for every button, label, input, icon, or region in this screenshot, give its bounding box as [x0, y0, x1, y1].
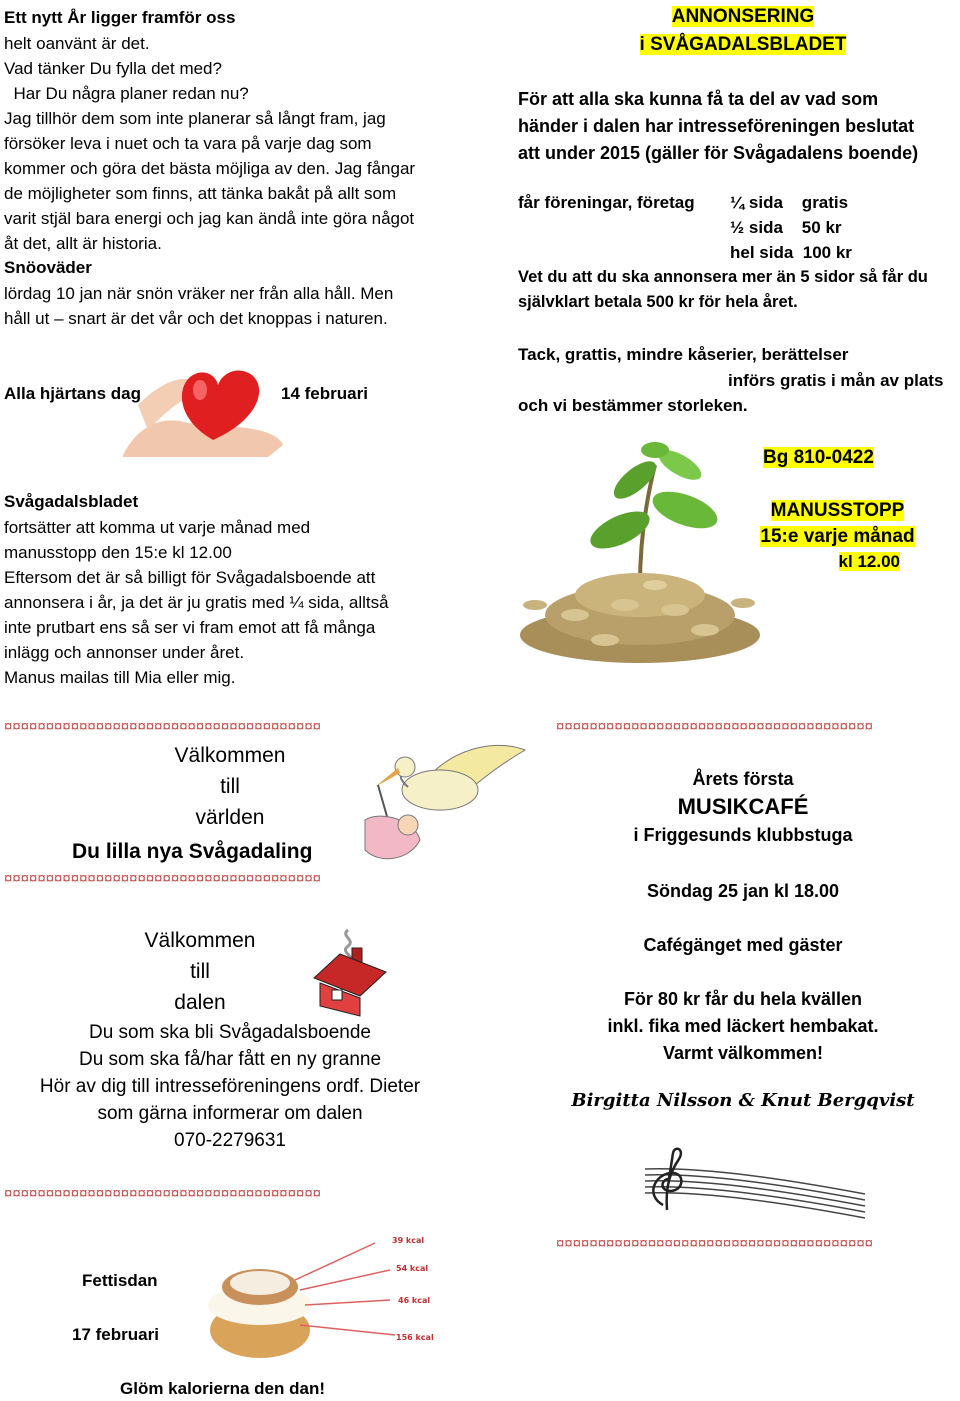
bladet-line: Manus mailas till Mia eller mig. — [4, 668, 236, 687]
snow-line: håll ut – snart är det vår och det knoppas i naturen. — [4, 309, 388, 328]
welcome-valley — [55, 925, 345, 1018]
new-year-line: Vad tänker Du fylla det med? — [4, 59, 222, 78]
ad-title-1: ANNONSERING — [671, 6, 815, 27]
price-line: hel sida 100 kr — [730, 243, 852, 262]
new-year-line: åt det, allt är historia. — [4, 234, 162, 253]
welcome-baby-4: Du lilla nya Svågadaling — [72, 840, 313, 863]
cafe-welcome: Varmt välkommen! — [662, 1043, 824, 1063]
valley-line: som gärna informerar om dalen — [97, 1103, 363, 1124]
deadline-time: kl 12.00 — [838, 552, 900, 571]
ad-intro-line: att under 2015 (gäller för Svågadalens boende) — [518, 143, 919, 163]
stork-image — [320, 735, 530, 870]
cafe-first: Årets första — [692, 769, 794, 789]
ornament-row: ¤¤¤¤¤¤¤¤¤¤¤¤¤¤¤¤¤¤¤¤¤¤¤¤¤¤¤¤¤¤¤¤¤¤¤¤¤¤ — [556, 718, 874, 735]
ad-more-line: självklart betala 500 kr för hela året. — [518, 293, 798, 311]
ornament-row: ¤¤¤¤¤¤¤¤¤¤¤¤¤¤¤¤¤¤¤¤¤¤¤¤¤¤¤¤¤¤¤¤¤¤¤¤¤¤ — [556, 1235, 874, 1252]
ornament-row: ¤¤¤¤¤¤¤¤¤¤¤¤¤¤¤¤¤¤¤¤¤¤¤¤¤¤¤¤¤¤¤¤¤¤¤¤¤¤ — [4, 1185, 322, 1202]
bladet-line: manusstopp den 15:e kl 12.00 — [4, 543, 232, 562]
ad-thanks-2: införs gratis i mån av plats — [728, 371, 944, 390]
cafe-signature: Birgitta Nilsson & Knut Bergqvist — [571, 1090, 915, 1111]
welcome-baby-1: Välkommen — [174, 744, 286, 767]
new-year-line: Jag tillhör dem som inte planerar så långt fram, jag — [4, 109, 386, 128]
welcome-valley-3: dalen — [174, 991, 226, 1014]
price-line: ½ sida 50 kr — [730, 218, 842, 237]
ad-title-2: i SVÅGADALSBLADET — [639, 34, 847, 55]
cafe-price-1: För 80 kr får du hela kvällen — [623, 989, 863, 1009]
bladet-line: inte prutbart ens så ser vi fram emot att få många — [4, 618, 376, 637]
ad-more — [518, 265, 928, 315]
kcal-2: 54 kcal — [396, 1264, 429, 1273]
ad-intro-line: För att alla ska kunna få ta del av vad som — [518, 89, 879, 109]
music-staff-image — [615, 1145, 875, 1220]
bladet-line: Eftersom det är så billigt för Svågadalsboende att — [4, 568, 376, 587]
valentine-date: 14 februari — [281, 384, 368, 403]
cafe-when-block — [518, 878, 960, 904]
cafe-where: i Friggesunds klubbstuga — [633, 825, 853, 845]
fettisdag-note: Glöm kalorierna den dan! — [120, 1379, 325, 1398]
cafe-name: MUSIKCAFÉ — [677, 794, 809, 819]
ad-intro-line: händer i dalen har intresseföreningen beslutat — [518, 116, 915, 136]
bladet-line: inlägg och annonser under året. — [4, 643, 245, 662]
cafe-when: Söndag 25 jan kl 18.00 — [646, 881, 840, 901]
valley-phone: 070-2279631 — [174, 1130, 286, 1151]
valley-line: Du som ska bli Svågadalsboende — [88, 1022, 371, 1043]
welcome-valley-body — [0, 1019, 460, 1154]
ornament-row: ¤¤¤¤¤¤¤¤¤¤¤¤¤¤¤¤¤¤¤¤¤¤¤¤¤¤¤¤¤¤¤¤¤¤¤¤¤¤ — [4, 870, 322, 887]
kcal-4: 156 kcal — [396, 1333, 434, 1342]
cafe-guests: Cafégänget med gäster — [643, 935, 843, 955]
new-year-line: försöker leva i nuet och ta vara på varje dag som — [4, 134, 372, 153]
ad-more-line: Vet du att du ska annonsera mer än 5 sidor så får du — [518, 268, 928, 286]
new-year-line: de möjligheter som finns, att tänka bakåt på allt som — [4, 184, 397, 203]
welcome-baby-3: världen — [195, 806, 265, 829]
valentine-label: Alla hjärtans dag — [4, 384, 141, 403]
snow-title: Snöoväder — [4, 258, 92, 277]
deadline-title: MANUSSTOPP — [770, 500, 905, 521]
house-image — [310, 928, 390, 1020]
bankgiro-text: Bg 810-0422 — [763, 447, 874, 468]
cafe-price-2: inkl. fika med läckert hembakat. — [607, 1016, 879, 1036]
deadline-box — [755, 498, 920, 574]
kcal-1: 39 kcal — [392, 1236, 425, 1245]
ad-intro — [518, 86, 918, 167]
ad-thanks-1: Tack, grattis, mindre kåserier, berättelser — [518, 345, 849, 364]
bladet-body — [4, 515, 389, 690]
new-year-line: varit stjäl bara energi och jag kan ändå inte göra något — [4, 209, 415, 228]
valley-line: Hör av dig till intresseföreningens ordf. Dieter — [39, 1076, 421, 1097]
bladet-line: fortsätter att komma ut varje månad med — [4, 518, 311, 537]
ad-prices — [730, 190, 852, 265]
bladet-line: annonsera i år, ja det är ju gratis med ¼ sida, alltså — [4, 593, 389, 612]
cafe-price-block — [518, 986, 960, 1067]
new-year-line: Har Du några planer redan nu? — [4, 84, 249, 103]
coins-plant-image — [515, 435, 765, 665]
deadline-date: 15:e varje månad — [760, 526, 915, 547]
price-line: ¼ sida gratis — [730, 193, 849, 212]
snow-body — [4, 281, 393, 331]
cafe-guests-block — [518, 932, 960, 958]
new-year-title: Ett nytt År ligger framför oss — [4, 8, 236, 27]
fettisdag-date: 17 februari — [72, 1325, 159, 1344]
new-year-line: kommer och göra det bästa möjliga av den. Jag fångar — [4, 159, 416, 178]
ad-thanks-3: och vi bestämmer storleken. — [518, 396, 748, 415]
welcome-valley-1: Välkommen — [144, 929, 256, 952]
ornament-row: ¤¤¤¤¤¤¤¤¤¤¤¤¤¤¤¤¤¤¤¤¤¤¤¤¤¤¤¤¤¤¤¤¤¤¤¤¤¤ — [4, 718, 322, 735]
ad-heading — [518, 4, 960, 60]
welcome-baby-2: till — [220, 775, 240, 798]
snow-line: lördag 10 jan när snön vräker ner från alla håll. Men — [4, 284, 394, 303]
valley-line: Du som ska få/har fått en ny granne — [78, 1049, 382, 1070]
cafe-block — [518, 766, 960, 848]
fettisdag-title: Fettisdan — [82, 1271, 158, 1290]
bladet-title: Svågadalsbladet — [4, 492, 139, 511]
kcal-3: 46 kcal — [398, 1296, 431, 1305]
heart-hand-image — [118, 345, 288, 460]
new-year-line: helt oanvänt är det. — [4, 34, 150, 53]
new-year-body — [4, 31, 415, 256]
welcome-valley-2: till — [190, 960, 210, 983]
ad-who: får föreningar, företag — [518, 193, 695, 212]
bankgiro — [763, 445, 874, 471]
